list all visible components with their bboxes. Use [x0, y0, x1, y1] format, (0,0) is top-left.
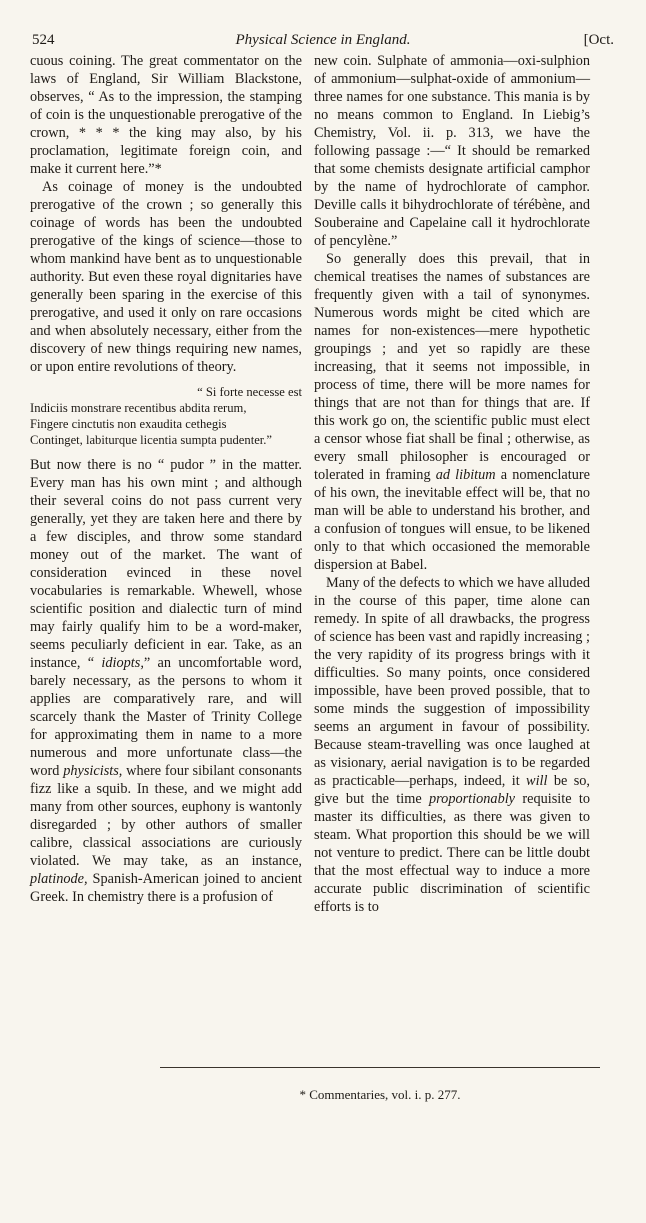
italic-term: idiopts, — [101, 655, 144, 671]
running-title: Physical Science in England. — [235, 32, 411, 48]
left-column — [30, 52, 302, 906]
text-run: a nomenclature of his own, the inevitable effect will be, that no man will be able to understand his brother, and a confusion of tongues will ensue, to be likened only to that which occasioned the memorable dispersion at Babel. — [314, 467, 590, 573]
running-header — [30, 28, 616, 52]
quote-line: Fingere cinctutis non exaudita cethegis — [30, 417, 227, 431]
quote-line: “ Si forte necesse est — [197, 385, 302, 399]
text-run: requisite to master its difficulties, as there was given to steam. What proportion this should be we will not venture to predict. There can be little doubt that the most effectual way to induce a more accurate public discrimination of scientific efforts is to — [314, 791, 590, 915]
paragraph: new coin. Sulphate of ammonia—oxi-sulphion of ammonium—sulphat-oxide of ammonium—three names for one substance. This mania is by no means common to England. In Liebig’s Chemistry, Vol. ii. p. 313, we have the following passage :—“ It should be remarked that some chemists designate artificial camphor by the name of hydrochlorate of camphor. Deville calls it bihydrochlorate of térébène, and Souberaine and Capelaine call it hydrochlorate of pencylène.” — [314, 53, 590, 249]
text-run: where four sibilant consonants fizz like a squib. In these, and we might add many from other sources, euphony is wantonly disregarded ; by other authors of smaller calibre, classical associations are curiously violated. We may take, as an instance, — [30, 763, 302, 869]
right-column — [314, 52, 590, 916]
italic-term: platinode, — [30, 871, 88, 887]
text-run: Spanish-American joined to ancient Greek. In chemistry there is a profusion of — [30, 871, 302, 905]
text-run: Many of the defects to which we have alluded in the course of this paper, time alone can remedy. In spite of all drawbacks, the progress of science has been vast and rapidly increasing ; the very rapidity of its progress brings with it difficulties. So many points, once considered impossible, have been proved possible, that to some minds the suggestion of impossibility seems an argument in favour of possibility. Because steam-travelling was once laughed at as visionary, aerial navigation is to be regarded as practicable—perhaps, indeed, it — [314, 575, 590, 789]
quote-line: Continget, labiturque licentia sumpta pudenter.” — [30, 433, 273, 447]
italic-term: will — [526, 773, 548, 789]
footnote-rule — [160, 1067, 600, 1068]
paragraph — [314, 250, 590, 574]
paragraph: cuous coining. The great commentator on the laws of England, Sir William Blackstone, observes, “ As to the impression, the stamping of coin is the unquestionable prerogative of the crown, * * * the king may also, by his proclamation, legitimate foreign coin, and make it current here.”* — [30, 53, 302, 177]
text-run: ” an uncomfortable word, barely necessary, as the persons to whom it applies are comparatively rare, and will scarcely thank the Master of Trinity College for approximating them in name to a more numerous and more unfortunate class—the word — [30, 655, 302, 779]
paragraph — [314, 574, 590, 916]
latin-quotation — [30, 384, 302, 448]
header-month: [Oct. — [583, 32, 614, 48]
quote-line: Indiciis monstrare recentibus abdita rerum, — [30, 401, 247, 415]
italic-term: ad libitum — [435, 467, 496, 483]
text-run: But now there is no “ pudor ” in the matter. Every man has his own mint ; and although their several coins do not pass current very generally, yet they are taken here and there by a few disciples, and throw some standard money out of the market. The want of consideration evinced in these novel vocabularies is remarkable. Whewell, whose scientific position and dialectic turn of mind may fairly qualify him to be a word-maker, seems peculiarly deficient in ear. Take, as an instance, “ — [30, 457, 302, 671]
paragraph: As coinage of money is the undoubted prerogative of the crown ; so generally this coinage of words has been the undoubted prerogative of the kings of science—those to whom mankind have bent as to unquestionable authority. But even these royal dignitaries have generally been sparing in the exercise of this prerogative, and used it only on rare occasions and when absolutely necessary, either from the discovery of new things requiring new names, or upon entire revolutions of theory. — [30, 179, 302, 375]
page-number: 524 — [32, 32, 55, 48]
text-run: So generally does this prevail, that in chemical treatises the names of substances are frequently given with a tail of synonymes. Numerous words might be cited which are names for non-existences—mere hypothetic groupings ; and yet so rapidly are these increasing, that it seems not impossible, in process of time, there will be more names for things that are not than for things that are. If this work go on, the scientific public must elect a censor whose fiat shall be final ; otherwise, as every small philosopher is encouraged or tolerated in framing — [314, 251, 590, 483]
footnote: * Commentaries, vol. i. p. 277. — [299, 1087, 461, 1102]
text-run: be so, give but the time — [314, 773, 590, 807]
italic-term: physicists, — [63, 763, 123, 779]
italic-term: proportionably — [428, 791, 516, 807]
paragraph — [30, 456, 302, 906]
